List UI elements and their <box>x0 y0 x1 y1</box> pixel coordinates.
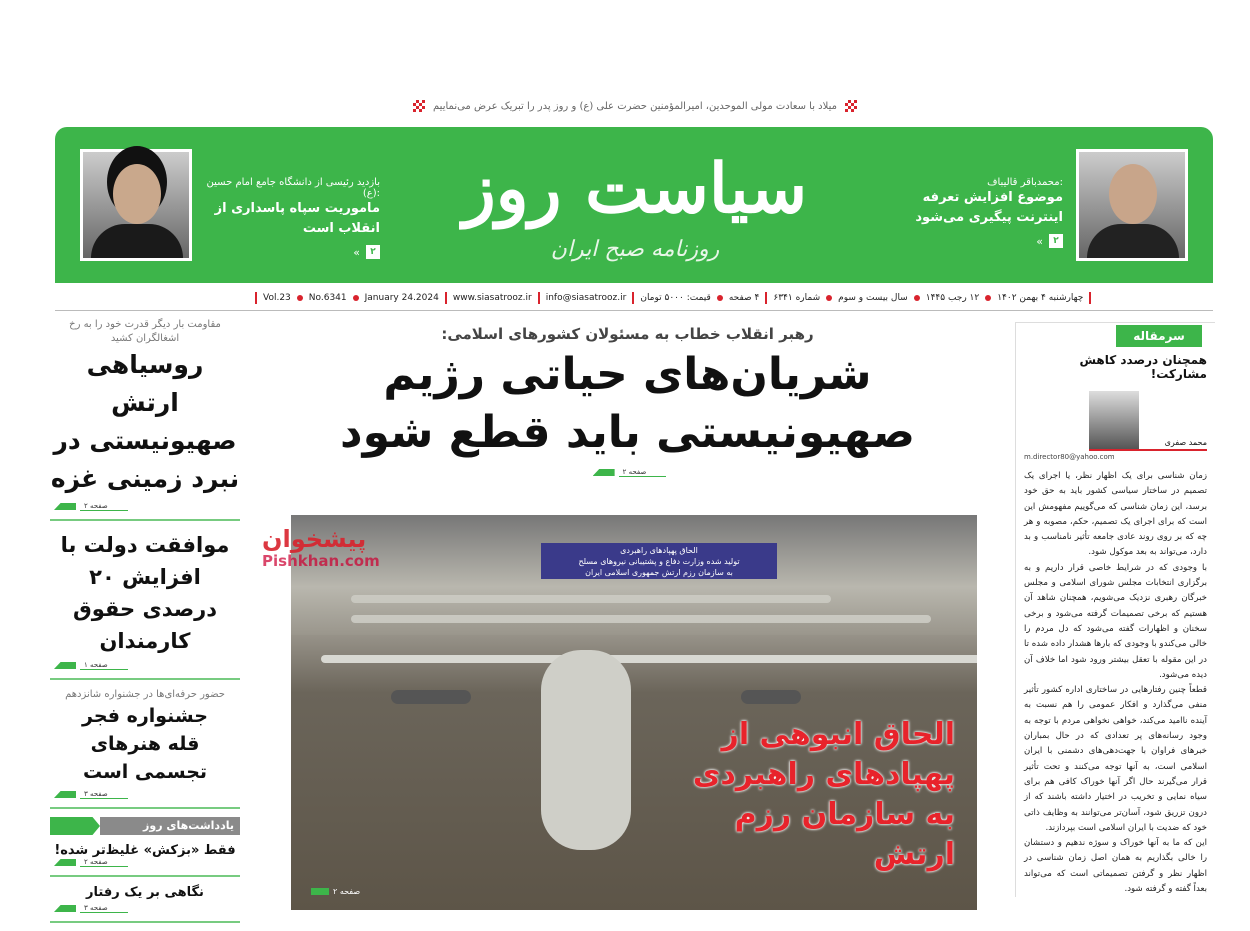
divider <box>50 519 240 521</box>
left-column <box>50 318 240 931</box>
tagline-text: میلاد با سعادت مولی الموحدین، امیرالمؤمنین حضرت علی (ع) و روز پدر را تبریک عرض می‌نماییم <box>433 100 837 112</box>
watermark-fa: پیشخوان <box>262 525 367 553</box>
divider <box>50 807 240 809</box>
year: سال بیست و سوم <box>838 293 908 303</box>
page-ref-icon <box>54 791 76 798</box>
photo-page-ref <box>311 887 360 896</box>
page-number: ۲ <box>366 245 380 259</box>
note-item[interactable] <box>50 843 240 867</box>
chevrons-icon: « <box>353 245 360 259</box>
masthead <box>55 127 1213 283</box>
kicker: بازدید رئیسی از دانشگاه جامع امام حسین (ع): <box>206 177 380 199</box>
raisi-photo <box>80 149 192 261</box>
logo-text: سیاست روز <box>462 149 808 229</box>
lead-story[interactable] <box>255 322 1000 483</box>
editorial-title[interactable]: همچنان درصدد کاهش مشارکت! <box>1079 353 1207 381</box>
price: قیمت: ۵۰۰۰ تومان <box>640 293 711 303</box>
kicker: مقاومت بار دیگر قدرت خود را به رخ اشغالگران کشید <box>69 319 221 344</box>
kicker: محمدباقر قالیباف: <box>987 177 1063 188</box>
watermark-en: Pishkhan.com <box>262 552 380 570</box>
pages: ۴ صفحه <box>728 293 760 303</box>
logo <box>415 141 855 262</box>
drone-wing <box>321 655 977 663</box>
qalibaf-photo <box>1076 149 1188 261</box>
main-headline: شریان‌های حیاتی رژیم صهیونیستی باید قطع شود <box>340 349 915 458</box>
page-ref-icon <box>54 905 76 912</box>
page-ref: صفحه ۲ <box>333 887 361 896</box>
notes-title: یادداشت‌های روز <box>100 817 240 835</box>
author-name: محمد صفری <box>1164 438 1207 447</box>
note-title: نگاهی بر یک رفتار <box>86 885 204 900</box>
masthead-left-news[interactable] <box>200 177 380 259</box>
page-ref-icon <box>54 662 76 669</box>
date-fa: چهارشنبه ۴ بهمن ۱۴۰۲ <box>997 293 1084 303</box>
editorial <box>1015 322 1215 897</box>
note-title: فقط «بزکش» غلیظ‌تر شده! <box>54 843 236 858</box>
page-ref: صفحه ۳ <box>80 790 128 799</box>
paragraph: با وجودی که در شرایط خاصی قرار داریم و به برگزاری انتخابات مجلس شورای اسلامی و مجلس خبرگان رهبری نزدیک می‌شویم، همچنان شاهد آن هستیم که برخی تصمیمات گرفته می‌شود و برخی سخنان و اظهارات گفته می‌شود که دل مردم را خالی می‌کندو با وجودی که بارها هشدار داده شده تا در این مقوله با تعقل بیشتر ورود شود اما خلاف آن دیده می‌شود. <box>1024 562 1207 680</box>
page-ref-icon <box>593 469 615 476</box>
divider <box>55 310 1213 311</box>
photo-headline[interactable]: الحاق انبوهی از پهپادهای راهبردی به سازمان رزم ارتش <box>692 717 955 872</box>
masthead-right-news[interactable] <box>883 177 1063 248</box>
issue-no-en: No.6341 <box>308 293 347 303</box>
note-item[interactable] <box>50 885 240 913</box>
headline: موضوع افزایش تعرفه اینترنت پیگیری می‌شود <box>915 190 1063 225</box>
date-bar <box>255 290 1213 306</box>
decor-square-icon <box>845 100 857 112</box>
divider <box>50 921 240 923</box>
page-ref: صفحه ۲ <box>619 468 667 477</box>
paragraph: زمان شناسی برای یک اظهار نظر، یا اجرای یک تصمیم در ساختار سیاسی کشور باید به حق خود برسد، این زمان شناسی که می‌گوییم مفهومش این است که برای اجرای یک تصمیم، حکم، مصوبه و هر چه که بر روی روند عادی جامعه تأثیر نامناسب و بد دارد، می‌تواند به بعد موکول شود. <box>1024 471 1207 558</box>
headline: جشنواره فجر قله هنرهای تجسمی است <box>82 705 208 783</box>
author-block <box>1089 391 1207 451</box>
paragraph: این که ما به آنها خوراک و سوژه ندهیم و دستشان را خالی بگذاریم به همان اصل زمان شناسی در اظهار نظر و گرفتن تصمیماتی است که می‌تواند بعداً گفته و گرفته شود. <box>1024 838 1207 895</box>
divider <box>50 875 240 877</box>
date-hijri: ۱۲ رجب ۱۴۴۵ <box>925 293 980 303</box>
page-ref: صفحه ۲ <box>80 858 128 867</box>
headline: روسیاهی ارتش صهیونیستی در نبرد زمینی غزه <box>50 350 240 493</box>
author-email[interactable]: m.director80@yahoo.com <box>1024 453 1115 461</box>
chevrons-icon: « <box>1036 234 1043 248</box>
logo-subtitle: روزنامه صبح ایران <box>550 237 720 262</box>
decor-square-icon <box>413 100 425 112</box>
issue-number: شماره ۶۳۴۱ <box>773 293 821 303</box>
paragraph: قطعاً چنین رفتارهایی در ساختاری اداره کشور تأثیر منفی می‌گذارد و افکار عمومی را هم نسبت به آینده ناامید می‌کند، خواهی نخواهی مردم با توجه به وجود رسانه‌های پر تعدادی که در حال بمباران خبرهای فراوان با جهت‌دهی‌های دشمنی با ایران اسلامی است، به آنها توجه می‌کنند و تحت تأثیر قرار می‌گیرند حال اگر آنها خوراک کافی هم برای سیاه نمایی و تخریب در اختیار داشته باشند که از درون تزریق شود، آسان‌تر می‌توانند به وظایف ذاتی خود که ضدیت با ایران اسلامی است بپردازند. <box>1024 685 1207 833</box>
email-link[interactable]: info@siasatrooz.ir <box>545 293 627 303</box>
tagline <box>410 97 860 115</box>
notes-header <box>50 817 240 835</box>
editorial-label: سرمقاله <box>1116 325 1202 347</box>
author-photo <box>1089 391 1139 449</box>
story-gaza[interactable] <box>50 318 240 511</box>
drone-fuselage <box>541 650 631 850</box>
kicker: حضور حرفه‌ای‌ها در جشنواره شانزدهم <box>65 689 225 700</box>
page-ref: صفحه ۲ <box>80 502 128 511</box>
page-ref-icon <box>54 859 76 866</box>
headline: ماموریت سپاه پاسداری از انقلاب است <box>214 201 380 236</box>
volume: Vol.23 <box>263 293 291 303</box>
headline: موافقت دولت با افزایش ۲۰ درصدی حقوق کارمندان <box>60 533 230 653</box>
website-link[interactable]: www.siasatrooz.ir <box>452 293 532 303</box>
drone-photo <box>291 515 977 910</box>
photo-banner: الحاق پهپادهای راهبردی تولید شده وزارت دفاع و پشتیبانی نیروهای مسلح به سازمان رزم ارتش جمهوری اسلامی ایران <box>541 543 777 579</box>
page-ref-icon <box>54 503 76 510</box>
page-ref: صفحه ۱ <box>80 661 128 670</box>
editorial-body <box>1024 469 1207 897</box>
story-salary[interactable] <box>50 529 240 670</box>
story-fajr[interactable] <box>50 688 240 799</box>
kicker: رهبر انقلاب خطاب به مسئولان کشورهای اسلامی: <box>441 325 814 343</box>
divider <box>50 678 240 680</box>
page-number: ۲ <box>1049 234 1063 248</box>
page-ref: صفحه ۳ <box>80 904 128 913</box>
date-en: January 24.2024 <box>364 293 439 303</box>
watermark <box>262 525 380 572</box>
